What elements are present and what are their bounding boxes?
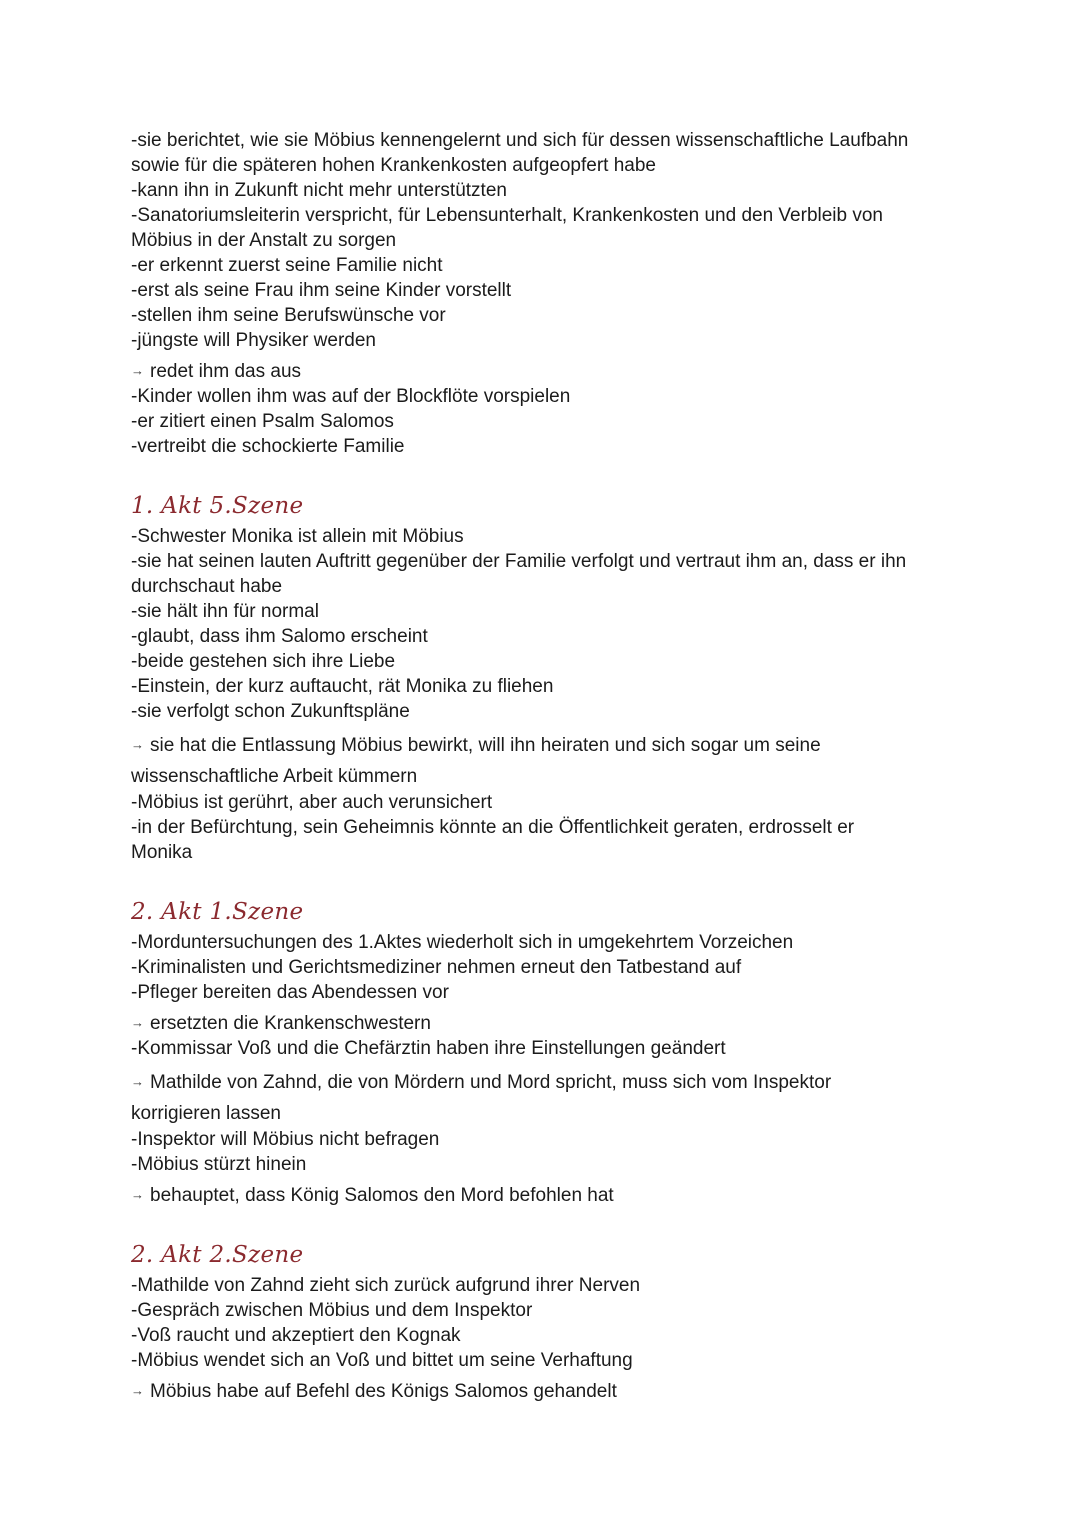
arrow-point	[131, 1182, 971, 1208]
notes-page	[131, 128, 971, 1404]
arrow-point	[131, 1066, 971, 1129]
intro-section	[131, 128, 971, 459]
text-line: -Morduntersuchungen des 1.Aktes wiederholt sich in umgekehrtem Vorzeichen	[131, 932, 794, 953]
text-line: -Möbius wendet sich an Voß und bittet um seine Verhaftung	[131, 1350, 633, 1371]
text-line: -Voß raucht und akzeptiert den Kognak	[131, 1325, 461, 1346]
text-line: -Pfleger bereiten das Abendessen vor	[131, 982, 449, 1003]
section-heading: 2. Akt 2.Szene	[131, 1242, 304, 1268]
text-line: -vertreibt die schockierte Familie	[131, 436, 405, 457]
arrow-text: Mathilde von Zahnd, die von Mördern und Mord spricht, muss sich vom Inspektor	[150, 1072, 832, 1093]
text-line: -glaubt, dass ihm Salomo erscheint	[131, 626, 428, 647]
text-line: -Schwester Monika ist allein mit Möbius	[131, 526, 464, 547]
text-line: -er erkennt zuerst seine Familie nicht	[131, 255, 443, 276]
text-line: Möbius in der Anstalt zu sorgen	[131, 230, 397, 251]
text-line: -beide gestehen sich ihre Liebe	[131, 651, 396, 672]
text-line: -jüngste will Physiker werden	[131, 330, 376, 351]
arrow-point	[131, 1378, 971, 1404]
arrow-text-continued: wissenschaftliche Arbeit kümmern	[131, 766, 418, 787]
text-line: -Einstein, der kurz auftaucht, rät Monika zu fliehen	[131, 676, 554, 697]
section-akt2-szene1	[131, 897, 971, 1208]
text-line: -Kriminalisten und Gerichtsmediziner nehmen erneut den Tatbestand auf	[131, 957, 742, 978]
section-akt2-szene2	[131, 1240, 971, 1404]
text-line: Monika	[131, 842, 193, 863]
text-line: -Kinder wollen ihm was auf der Blockflöte vorspielen	[131, 386, 571, 407]
arrow-text: ersetzten die Krankenschwestern	[150, 1013, 431, 1034]
arrow-point	[131, 1010, 971, 1036]
text-line: -sie berichtet, wie sie Möbius kennengelernt und sich für dessen wissenschaftliche Laufbahn	[131, 130, 909, 151]
text-line: -Mathilde von Zahnd zieht sich zurück aufgrund ihrer Nerven	[131, 1275, 641, 1296]
arrow-point	[131, 729, 971, 792]
text-line: -erst als seine Frau ihm seine Kinder vorstellt	[131, 280, 512, 301]
text-line: -Gespräch zwischen Möbius und dem Inspektor	[131, 1300, 533, 1321]
section-akt1-szene5	[131, 491, 971, 865]
arrow-text-continued: korrigieren lassen	[131, 1103, 281, 1124]
right-arrow-icon: →	[131, 1187, 144, 1202]
text-line: -kann ihn in Zukunft nicht mehr unterstützten	[131, 180, 507, 201]
text-line: -er zitiert einen Psalm Salomos	[131, 411, 394, 432]
section-heading: 2. Akt 1.Szene	[131, 899, 304, 925]
text-line: -stellen ihm seine Berufswünsche vor	[131, 305, 446, 326]
right-arrow-icon: →	[131, 1074, 144, 1089]
text-line: -in der Befürchtung, sein Geheimnis könnte an die Öffentlichkeit geraten, erdrosselt er	[131, 817, 855, 838]
arrow-point	[131, 358, 971, 384]
arrow-text: redet ihm das aus	[150, 361, 302, 382]
right-arrow-icon: →	[131, 1383, 144, 1398]
text-line: -Möbius stürzt hinein	[131, 1154, 307, 1175]
text-line: -Sanatoriumsleiterin verspricht, für Lebensunterhalt, Krankenkosten und den Verbleib von	[131, 205, 883, 226]
text-line: sowie für die späteren hohen Krankenkosten aufgeopfert habe	[131, 155, 656, 176]
right-arrow-icon: →	[131, 363, 144, 378]
text-line: -sie verfolgt schon Zukunftspläne	[131, 701, 410, 722]
text-line: durchschaut habe	[131, 576, 283, 597]
right-arrow-icon: →	[131, 737, 144, 752]
text-line: -Inspektor will Möbius nicht befragen	[131, 1129, 440, 1150]
arrow-text: behauptet, dass König Salomos den Mord befohlen hat	[150, 1185, 614, 1206]
text-line: -sie hat seinen lauten Auftritt gegenüber der Familie verfolgt und vertraut ihm an, dass er ihn	[131, 551, 907, 572]
arrow-text: Möbius habe auf Befehl des Königs Salomos gehandelt	[150, 1381, 617, 1402]
arrow-text: sie hat die Entlassung Möbius bewirkt, will ihn heiraten und sich sogar um seine	[150, 735, 821, 756]
text-line: -Möbius ist gerührt, aber auch verunsichert	[131, 792, 493, 813]
text-line: -sie hält ihn für normal	[131, 601, 319, 622]
right-arrow-icon: →	[131, 1015, 144, 1030]
section-heading: 1. Akt 5.Szene	[131, 493, 304, 519]
text-line: -Kommissar Voß und die Chefärztin haben ihre Einstellungen geändert	[131, 1038, 726, 1059]
